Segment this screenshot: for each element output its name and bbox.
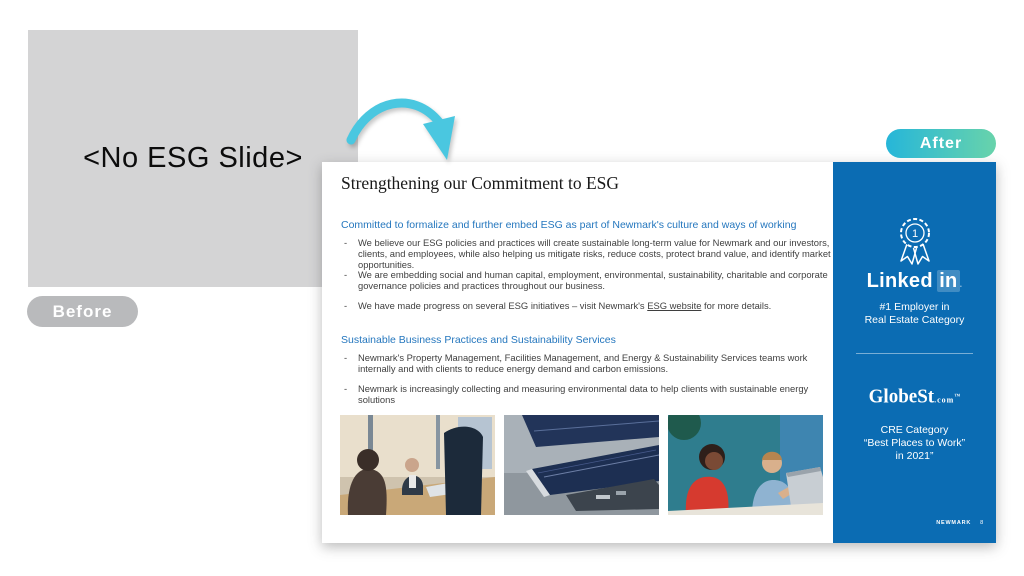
footer-brand: NEWMARK <box>936 520 972 526</box>
linkedin-logo <box>833 270 996 293</box>
footer-page-number: 8 <box>980 520 984 526</box>
globest-logo <box>833 385 996 409</box>
globest-caption-line3: in 2021” <box>895 450 934 462</box>
globest-logo-suffix: .com <box>934 394 955 405</box>
bullet-item <box>344 300 836 311</box>
bullet-item <box>344 383 836 405</box>
laptop-collaboration-illustration <box>668 415 823 515</box>
bullet-text <box>358 300 832 311</box>
linkedin-award-caption <box>833 301 996 327</box>
globest-caption-line1: CRE Category <box>880 424 949 436</box>
linkedin-logo-mark: . <box>959 279 963 289</box>
esg-slide <box>322 162 996 543</box>
bullet-dash: - <box>344 352 348 363</box>
laptop-collaboration-photo <box>668 415 823 515</box>
bullet-text-post: for more details. <box>701 300 772 311</box>
before-badge-label: Before <box>52 301 113 321</box>
bullet-dash: - <box>344 269 348 280</box>
esg-website-link[interactable]: ESG website <box>647 300 702 311</box>
after-badge <box>886 129 996 158</box>
bullet-item <box>344 352 836 374</box>
photo-strip <box>340 415 823 515</box>
no-esg-slide-text: <No ESG Slide> <box>83 142 303 174</box>
business-meeting-illustration <box>340 415 495 515</box>
after-badge-label: After <box>919 134 963 152</box>
linkedin-caption-line1: #1 Employer in <box>879 301 950 313</box>
before-slide-placeholder <box>28 30 358 287</box>
bullet-text: Newmark's Property Management, Facilities Management, and Energy & Sustainability Services teams work internally and with clients to reduce energy demand and carbon emissions. <box>358 352 808 374</box>
bullet-item <box>344 269 836 291</box>
globest-caption-line2: “Best Places to Work” <box>863 437 966 449</box>
svg-text:1: 1 <box>911 228 918 240</box>
globest-logo-text: GlobeSt <box>868 385 935 408</box>
globest-logo-tm: ™ <box>954 393 961 401</box>
sidebar-divider <box>856 353 973 354</box>
bullet-item <box>344 237 836 270</box>
bullet-dash: - <box>344 383 348 394</box>
business-meeting-photo <box>340 415 495 515</box>
section2-heading: Sustainable Business Practices and Sustainability Services <box>341 334 616 346</box>
slide-footer <box>936 520 984 526</box>
before-badge <box>27 296 138 327</box>
slide-title: Strengthening our Commitment to ESG <box>341 173 620 193</box>
bullet-text: Newmark is increasingly collecting and measuring environmental data to help clients with sustainable energy solutions <box>358 383 809 405</box>
linkedin-in-box: in <box>939 270 958 292</box>
solar-panels-photo <box>504 415 659 515</box>
awards-sidebar <box>833 162 996 543</box>
linkedin-logo-text: Linked <box>866 270 933 292</box>
bullet-text: We are embedding social and human capital, employment, environmental, sustainability, charitable and corporate governance policies and practices throughout our business. <box>358 269 828 291</box>
solar-panels-illustration <box>504 415 659 515</box>
linkedin-caption-line2: Real Estate Category <box>864 314 965 326</box>
globest-award-caption <box>833 424 996 463</box>
bullet-text: We believe our ESG policies and practices will create sustainable long-term value for Newmark and our investors, clients, and employees, while also helping us mitigate risks, reduce costs, protect brand value, and identify market opportunities. <box>358 237 831 270</box>
bullet-dash: - <box>344 237 348 248</box>
bullet-text-pre: We have made progress on several ESG initiatives – visit Newmark's <box>358 300 648 311</box>
curved-arrow-icon <box>343 92 468 177</box>
first-place-ribbon-icon <box>890 214 940 273</box>
section1-heading: Committed to formalize and further embed ESG as part of Newmark's culture and ways of working <box>341 219 797 231</box>
bullet-dash: - <box>344 300 348 311</box>
